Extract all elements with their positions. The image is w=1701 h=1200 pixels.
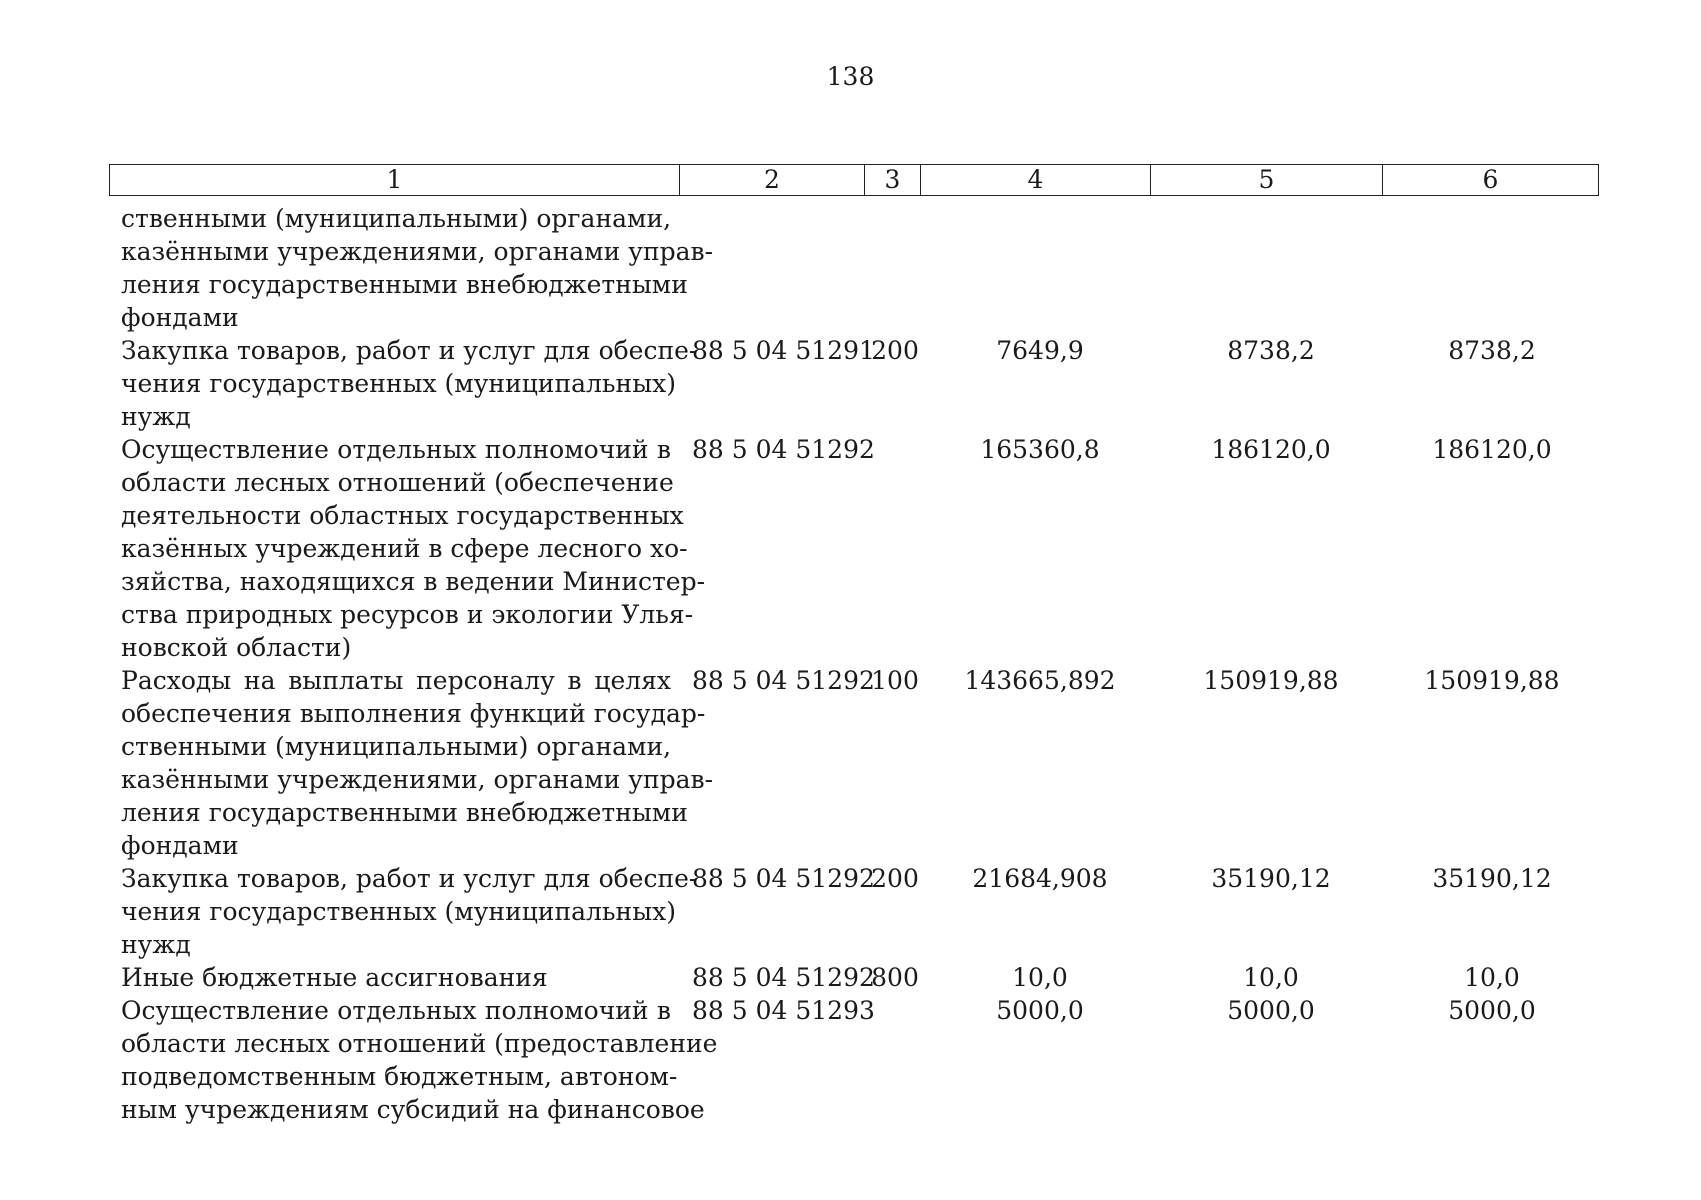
description-line: чения государственных (муниципальных)	[121, 369, 676, 398]
description-line: ства природных ресурсов и экологии Улья-	[121, 600, 694, 629]
target-code: 88 5 04 51293	[692, 996, 875, 1025]
value-col-5: 5000,0	[1227, 996, 1315, 1025]
value-col-6: 35190,12	[1432, 864, 1552, 893]
description-line: ления государственными внебюджетными	[121, 270, 688, 299]
value-col-4: 165360,8	[980, 435, 1100, 464]
header-col-4: 4	[921, 165, 1151, 195]
value-col-6: 10,0	[1464, 963, 1520, 992]
table-header	[109, 164, 1599, 196]
value-col-6: 186120,0	[1432, 435, 1552, 464]
row-description	[121, 202, 714, 334]
header-col-5: 5	[1151, 165, 1383, 195]
row-description	[121, 334, 698, 433]
description-line: Осуществление отдельных полномочий в	[121, 435, 671, 464]
header-col-3: 3	[865, 165, 921, 195]
row-description	[121, 961, 671, 994]
value-col-4: 7649,9	[996, 336, 1084, 365]
description-line: нужд	[121, 930, 191, 959]
expense-type: 800	[871, 963, 919, 992]
description-line: области лесных отношений (обеспечение	[121, 468, 674, 497]
value-col-4: 5000,0	[996, 996, 1084, 1025]
row-description	[121, 664, 714, 862]
description-line: казёнными учреждениями, органами управ-	[121, 237, 714, 266]
description-line: обеспечения выполнения функций государ-	[121, 699, 706, 728]
table-row	[0, 862, 1701, 961]
description-line: подведомственным бюджетным, автоном-	[121, 1062, 678, 1091]
header-col-1: 1	[110, 165, 680, 195]
row-description	[121, 994, 718, 1126]
description-line: фондами	[121, 831, 239, 860]
target-code: 88 5 04 51292	[692, 864, 875, 893]
value-col-5: 8738,2	[1227, 336, 1315, 365]
description-line: чения государственных (муниципальных)	[121, 897, 676, 926]
table-row	[0, 202, 1701, 334]
value-col-5: 35190,12	[1211, 864, 1331, 893]
description-line: зяйства, находящихся в ведении Министер-	[121, 567, 706, 596]
description-line: казённых учреждений в сфере лесного хо-	[121, 534, 688, 563]
value-col-6: 8738,2	[1448, 336, 1536, 365]
description-line: ственными (муниципальными) органами,	[121, 732, 672, 761]
header-col-2: 2	[680, 165, 865, 195]
table-row	[0, 334, 1701, 433]
value-col-4: 21684,908	[972, 864, 1108, 893]
expense-type: 200	[871, 336, 919, 365]
description-line: Закупка товаров, работ и услуг для обеспе-	[121, 336, 698, 365]
description-line: области лесных отношений (предоставление	[121, 1029, 718, 1058]
description-line: нужд	[121, 402, 191, 431]
description-line: ным учреждениям субсидий на финансовое	[121, 1095, 705, 1124]
description-line: деятельности областных государственных	[121, 501, 684, 530]
value-col-5: 150919,88	[1203, 666, 1339, 695]
expense-type: 200	[871, 864, 919, 893]
table-row	[0, 994, 1701, 1126]
page-number: 138	[826, 62, 875, 91]
description-line: ления государственными внебюджетными	[121, 798, 688, 827]
description-line: Закупка товаров, работ и услуг для обеспе-	[121, 864, 698, 893]
table-row	[0, 664, 1701, 862]
value-col-6: 5000,0	[1448, 996, 1536, 1025]
target-code: 88 5 04 51292	[692, 435, 875, 464]
table-row	[0, 961, 1701, 994]
row-description	[121, 433, 706, 664]
table-body	[0, 202, 1701, 1126]
description-line: Осуществление отдельных полномочий в	[121, 996, 671, 1025]
row-description	[121, 862, 698, 961]
table-row	[0, 433, 1701, 664]
target-code: 88 5 04 51291	[692, 336, 875, 365]
description-line: новской области)	[121, 633, 352, 662]
value-col-6: 150919,88	[1424, 666, 1560, 695]
value-col-5: 186120,0	[1211, 435, 1331, 464]
target-code: 88 5 04 51292	[692, 963, 875, 992]
description-line: Иные бюджетные ассигнования	[121, 963, 548, 992]
description-line: фондами	[121, 303, 239, 332]
value-col-4: 10,0	[1012, 963, 1068, 992]
value-col-4: 143665,892	[964, 666, 1116, 695]
expense-type: 100	[871, 666, 919, 695]
value-col-5: 10,0	[1243, 963, 1299, 992]
header-col-6: 6	[1482, 165, 1499, 194]
description-line: казёнными учреждениями, органами управ-	[121, 765, 714, 794]
description-line: Расходы на выплаты персоналу в целях	[121, 666, 671, 695]
description-line: ственными (муниципальными) органами,	[121, 204, 672, 233]
target-code: 88 5 04 51292	[692, 666, 875, 695]
